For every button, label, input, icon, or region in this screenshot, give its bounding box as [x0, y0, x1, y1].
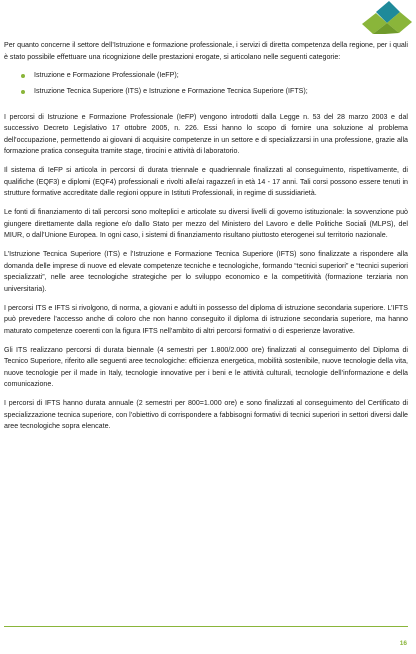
- document-body: [4, 40, 408, 440]
- brand-logo-icon: [362, 0, 412, 34]
- list-item-text: Istruzione Tecnica Superiore (ITS) e Istruzione e Formazione Tecnica Superiore (IFTS);: [34, 86, 308, 95]
- bullet-icon: [21, 90, 25, 94]
- paragraph-iefp-system: Il sistema di IeFP si articola in percorsi di durata triennale e quadriennale finalizzati al conseguimento, rispettivamente, di qualifiche (EQF3) e diplomi (EQF4) professionali e rivolti alle/ai ragazze/i in età 14 - 17 anni. Tali corsi possono essere tenuti in strutture formative accreditate dalle regioni oppure in Istituti Professionali, in regime di sussidiarietà.: [4, 166, 408, 198]
- paragraph-its-ifts: L’Istruzione Tecnica Superiore (ITS) e l’Istruzione e Formazione Tecnica Superiore (IFTS) sono finalizzate a rispondere alla domanda delle imprese di nuove ed elevate competenze tecniche e tecnologiche, formando “tecnici superiori” e “tecnici superiori specializzati”, nelle aree tecnologiche strategiche per lo sviluppo economico e la competitività (formazione terziaria non universitaria).: [4, 250, 408, 293]
- list-item-text: Istruzione e Formazione Professionale (IeFP);: [34, 71, 179, 80]
- page-number: 16: [399, 640, 407, 647]
- paragraph-iefp-intro: I percorsi di Istruzione e Formazione Professionale (IeFP) vengono introdotti dalla Legge n. 53 del 28 marzo 2003 e dal successivo Decreto Legislativo 17 ottobre 2005, n. 226. Essi hanno lo scopo di fornire una soluzione al problema dell’occupazione, permettendo ai giovani di acquisire competenze in un settore e di specializzarsi in una professione, grazie alla formazione pratica conseguita tramite stage, tirocini e attività di laboratorio.: [4, 112, 408, 156]
- paragraph-its-ifts-eligibility: I percorsi ITS e IFTS si rivolgono, di norma, a giovani e adulti in possesso del diploma di istruzione secondaria superiore. L’IFTS può prevedere l’accesso anche di coloro che non hanno conseguito il diploma di istruzione secondaria superiore, ma hanno maturato competenze coerenti con la figura IFTS nell’ambito di altri percorsi formativi o di esperienze lavorative.: [4, 303, 408, 335]
- bullet-icon: [21, 74, 25, 78]
- intro-paragraph: Per quanto concerne il settore dell’Istruzione e formazione professionale, i servizi di diretta competenza della regione, per i quali è stato possibile effettuare una ricognizione delle prestazioni erogate, si articolano nelle seguenti categorie:: [4, 41, 408, 61]
- list-item: [4, 70, 408, 82]
- paragraph-its-duration: Gli ITS realizzano percorsi di durata biennale (4 semestri per 1.800/2.000 ore) finalizzati al conseguimento del Diploma di Tecnico Superiore, riferito alle seguenti aree tecnologiche: efficienza energetica, mobilità sostenibile, nuove tecnologie della vita, nuove tecnologie per il made in Italy, tecnologie innovative per i beni e le attività culturali, tecnologie dell’informazione e della comunicazione.: [4, 345, 408, 389]
- category-list: [4, 70, 408, 97]
- paragraph-ifts-duration: I percorsi di IFTS hanno durata annuale (2 semestri per 800=1.000 ore) e sono finalizzati al conseguimento del Certificato di specializzazione tecnica superiore, con l’obiettivo di corrispondere a fabbisogni formativi di tecnici superiori in settori diversi dalle aree tecnologiche sopra elencate.: [4, 399, 408, 431]
- footer-divider: [4, 626, 408, 627]
- list-item: [4, 86, 408, 98]
- paragraph-funding: Le fonti di finanziamento di tali percorsi sono molteplici e articolate su diversi livelli di governo istituzionale: la sovvenzione può giungere direttamente dalla regione e/o dallo Stato per mezzo del Ministero del Lavoro e delle Politiche Sociali (MLPS), del MIUR, o dall’Unione Europea. In ogni caso, i sistemi di finanziamento risultano piuttosto eterogenei sul territorio nazionale.: [4, 208, 408, 240]
